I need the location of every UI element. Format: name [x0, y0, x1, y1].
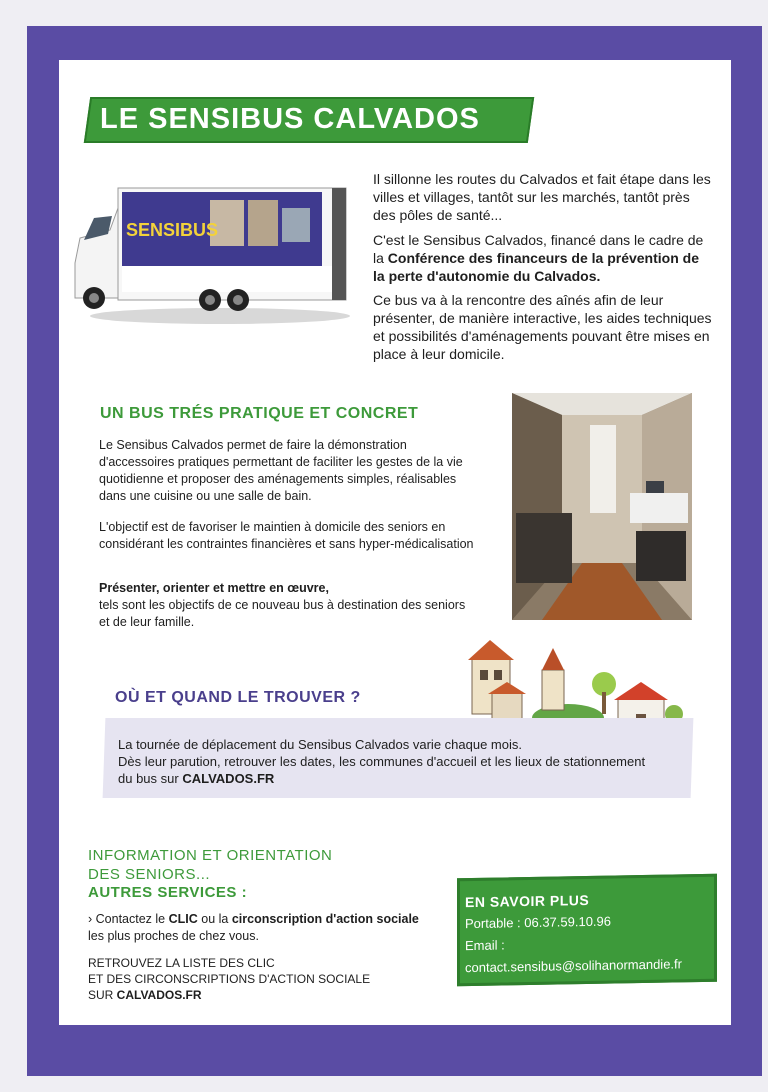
calvados-link-1[interactable]: CALVADOS.FR: [182, 771, 275, 786]
bus-photo-2: [248, 200, 278, 246]
page-title: LE SENSIBUS CALVADOS: [100, 103, 480, 135]
clic-list-text: RETROUVEZ LA LISTE DES CLIC ET DES CIRCONSCRIPTIONS D'ACTION SOCIALE SUR CALVADOS.FR: [88, 956, 371, 1002]
contact-email-label: Email :: [465, 937, 505, 954]
info-orientation-heading: INFORMATION ET ORIENTATION DES SENIORS...: [88, 847, 333, 883]
where-when-line-2: Dès leur parution, retrouver les dates, les communes d'accueil et les lieux de stationnement: [118, 754, 646, 769]
intro-paragraph-2-text: C'est le Sensibus Calvados, financé dans le cadre de la: [373, 232, 704, 266]
bus-brand-text: SENSIBUS: [126, 220, 219, 240]
contact-box: [457, 874, 717, 987]
contact-phone[interactable]: Portable : 06.37.59.10.96: [465, 913, 612, 932]
contact-email[interactable]: contact.sensibus@solihanormandie.fr: [465, 956, 682, 976]
circonscription-label: circonscription d'action sociale: [231, 912, 419, 926]
contact-clic-text: › Contactez le CLIC ou la circonscription d'action sociale les plus proches de chez vous.: [88, 912, 419, 943]
bus-photo-3: [282, 208, 310, 242]
section-heading-practical: UN BUS TRÉS PRATIQUE ET CONCRET: [100, 405, 419, 422]
clic-label: CLIC: [168, 912, 198, 926]
bus-shadow: [90, 308, 350, 324]
where-when-line-1: La tournée de déplacement du Sensibus Calvados varie chaque mois.: [118, 737, 522, 752]
interior-screen: [646, 481, 664, 493]
intro-paragraph-2: [373, 231, 713, 285]
interior-kitchen-unit: [516, 513, 572, 583]
practical-paragraph-3-bold: Présenter, orienter et mettre en œuvre,: [99, 581, 329, 595]
where-when-line-3: du bus sur CALVADOS.FR: [118, 771, 275, 786]
interior-cabinet: [636, 531, 686, 581]
bus-rear: [332, 188, 346, 300]
other-services-heading: AUTRES SERVICES :: [88, 884, 248, 901]
section-heading-where-when: OÙ ET QUAND LE TROUVER ?: [115, 689, 361, 706]
interior-counter: [630, 493, 688, 523]
practical-paragraph-1: Le Sensibus Calvados permet de faire la démonstration d'accessoires pratiques permettant de faciliter les gestes de la vie quotidienne et proposer des aménagements simples, réalisables dans une cuisine ou une salle de bain.: [99, 438, 463, 503]
interior-door: [590, 425, 616, 513]
calvados-link-2[interactable]: CALVADOS.FR: [116, 988, 202, 1002]
practical-paragraph-3-text: tels sont les objectifs de ce nouveau bus à destination des seniors et de leur famille.: [99, 598, 466, 629]
village-church: [542, 670, 564, 710]
intro-paragraph-1: Il sillonne les routes du Calvados et fait étape dans les villes et villages, tantôt sur les marchés, tantôt près des pôles de santé...: [373, 171, 711, 223]
bus-interior-photo: [512, 393, 692, 620]
where-when-text: [118, 736, 688, 787]
intro-paragraph-3: Ce bus va à la rencontre des aînés afin de leur présenter, de manière interactive, les aides techniques et possibilités d'aménagements pouvant être mises en place à leur domicile.: [373, 292, 712, 362]
bus-image: [70, 168, 355, 328]
bus-logo-strip: [122, 266, 342, 292]
practical-paragraph-2: L'objectif est de favoriser le maintien à domicile des seniors en considérant les contraintes financières et sans hyper-médicalisation: [99, 520, 474, 551]
contact-heading: EN SAVOIR PLUS: [465, 891, 590, 911]
practical-paragraph-3: [99, 580, 474, 631]
intro-paragraph-2-bold: Conférence des financeurs de la prévention de la perte d'autonomie du Calvados.: [373, 250, 699, 284]
